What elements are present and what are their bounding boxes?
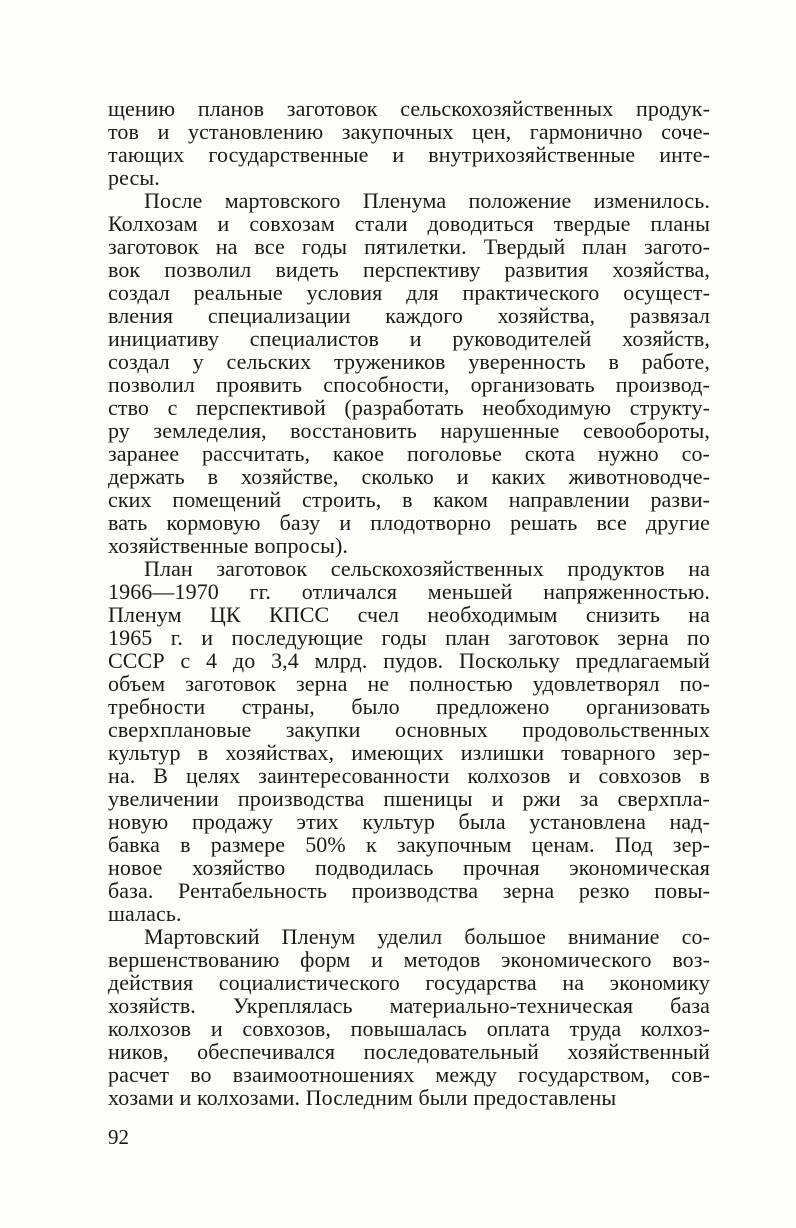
text-line: щению планов заготовок сельскохозяйственных продук- [108, 96, 710, 121]
text-line: сверхплановые закупки основных продовольственных [108, 717, 710, 742]
text-line: на. В целях заинтересованности колхозов и совхозов в [108, 763, 710, 788]
text-line: база. Рентабельность производства зерна резко повы- [108, 878, 710, 903]
text-line: объем заготовок зерна не полностью удовлетворял по- [108, 671, 710, 696]
text-line: увеличении производства пшеницы и ржи за сверхпла- [108, 786, 710, 811]
text-line: вершенствованию форм и методов экономического воз- [108, 947, 710, 972]
text-line: создал реальные условия для практического осущест- [108, 280, 710, 305]
text-line: вления специализации каждого хозяйства, развязал [108, 303, 710, 328]
text-line: Пленум ЦК КПСС счел необходимым снизить на [108, 602, 710, 627]
text-line: хозяйств. Укреплялась материально-техническая база [108, 993, 710, 1018]
text-line: Мартовский Пленум уделил большое внимание со- [144, 924, 710, 949]
text-line: 1965 г. и последующие годы план заготовок зерна по [108, 625, 710, 650]
text-line: шалась. [108, 901, 182, 926]
text-line: ство с перспективой (разработать необходимую структу- [108, 395, 710, 420]
text-line: ресы. [108, 165, 160, 190]
text-line: расчет во взаимоотношениях между государством, сов- [108, 1062, 710, 1087]
text-line: действия социалистического государства на экономику [108, 970, 710, 995]
text-line: тающих государственные и внутрихозяйственные инте- [108, 142, 710, 167]
paragraph [108, 557, 710, 925]
text-line: План заготовок сельскохозяйственных продуктов на [144, 556, 710, 581]
text-line: ру земледелия, восстановить нарушенные севообороты, [108, 418, 710, 443]
text-line: вать кормовую базу и плодотворно решать все другие [108, 510, 710, 535]
text-line: новую продажу этих культур была установлена над- [108, 809, 710, 834]
text-line: вок позволил видеть перспективу развития хозяйства, [108, 257, 710, 282]
text-line: ников, обеспечивался последовательный хозяйственный [108, 1039, 710, 1064]
text-line: держать в хозяйстве, сколько и каких животноводче- [108, 464, 710, 489]
body-text [108, 97, 710, 1109]
text-line: новое хозяйство подводилась прочная экономическая [108, 855, 710, 880]
text-line: колхозов и совхозов, повышалась оплата труда колхоз- [108, 1016, 710, 1041]
text-line: ских помещений строить, в каком направлении разви- [108, 487, 710, 512]
text-line: СССР с 4 до 3,4 млрд. пудов. Поскольку предлагаемый [108, 648, 710, 673]
text-line: заранее рассчитать, какое поголовье скота нужно со- [108, 441, 710, 466]
text-line: инициативу специалистов и руководителей хозяйств, [108, 326, 710, 351]
paragraph [108, 97, 710, 189]
text-line: Колхозам и совхозам стали доводиться твердые планы [108, 211, 710, 236]
text-line: 1966—1970 гг. отличался меньшей напряженностью. [108, 579, 710, 604]
text-line: позволил проявить способности, организовать производ- [108, 372, 710, 397]
paragraph [108, 189, 710, 557]
paragraph [108, 925, 710, 1109]
text-line: создал у сельских тружеников уверенность в работе, [108, 349, 710, 374]
text-line: заготовок на все годы пятилетки. Твердый план загото- [108, 234, 710, 259]
text-line: тов и установлению закупочных цен, гармонично соче- [108, 119, 710, 144]
text-line: хозами и колхозами. Последним были предоставлены [108, 1085, 617, 1110]
text-line: бавка в размере 50% к закупочным ценам. Под зер- [108, 832, 710, 857]
text-line: культур в хозяйствах, имеющих излишки товарного зер- [108, 740, 710, 765]
text-line: хозяйственные вопросы). [108, 533, 348, 558]
page-number: 92 [108, 1125, 129, 1149]
text-line: требности страны, было предложено организовать [108, 694, 710, 719]
text-line: После мартовского Пленума положение изменилось. [144, 188, 710, 213]
